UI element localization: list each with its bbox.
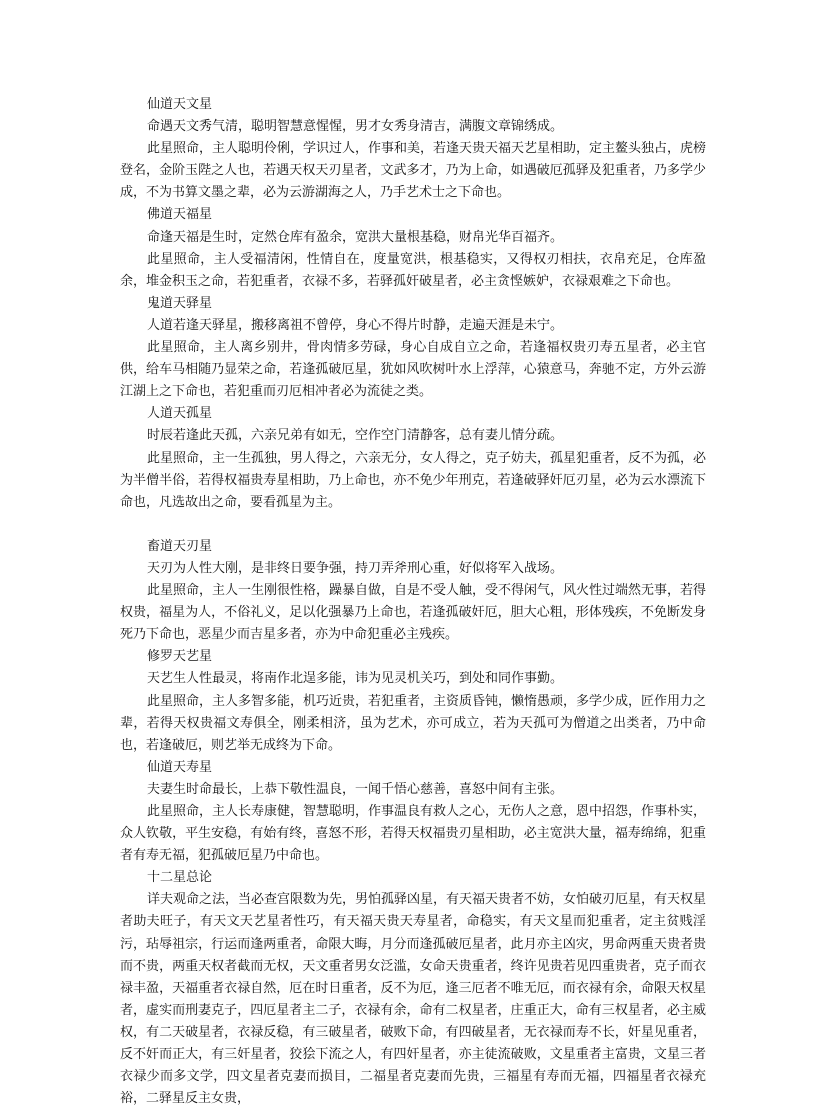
paragraph: 详夫观命之法，当必查宫限数为先，男怕孤驿凶星，有天福天贵者不妨，女怕破刃厄星，有天权星者助夫旺子，有天文天艺星者性巧，有天福天贵天寿星者，命稳实，有天文星而犯重者，定主贫贱淫污，玷辱祖宗，行运而逢两重者，命限大晦，月分而逢孤破厄星者，此月亦主凶灾，男命两重天贵者贵而不贵，两重天权者截而无权，天文重者男女泛滥，女命天贵重者，终许见贵若见四重贵者，克子而衣禄丰盈，天福重者衣禄自然，厄在时日重者，反不为厄，逢三厄者不唯无厄，而衣禄有余，命限天权星者，虚实而刑妻克子，四厄星者主二子，衣禄有余，命有二权星者，庄重正大，命有三权星者，必主威权，有二天破星者，衣禄反稳，有三破星者，破败下命，有四破星者，无衣禄而寿不长，奸星见重者，反不奸而正大，有三奸星者，狡狯下流之人，有四奸星者，亦主徒流破败，文星重者主富贵，文星三者衣禄少而多文学，四文星者克妻而损目，二福星者克妻而先贵，三福星有寿而无福，四福星者衣禄充裕，二驿星反主女贵， [120,892,707,1107]
paragraph: 时辰若逢此天孤，六亲兄弟有如无，空作空门清静客，总有妻儿情分疏。 [147,428,564,444]
paragraph: 命逢天福是生时，定然仓库有盈余，宽洪大量根基稳，财帛光华百福齐。 [147,229,564,245]
paragraph: 此星照命，主人多智多能，机巧近贵，若犯重者，主资质昏钝，懒惰愚顽，多学少成，匠作用力之辈，若得天权贵福文寿俱全，刚柔相济，虽为艺术，亦可成立，若为天孤可为僧道之出类者，乃中命也，若逢破厄，则艺举无成终为下命。 [120,693,707,753]
paragraph: 此星照命，主人一生刚很性格，躁暴自做，自是不受人触，受不得闲气，风火性过端然无事，若得权贵，福星为人，不俗礼义，足以化强暴乃上命也，若逢孤破奸厄，胆大心粗，形体残疾，不免断发身死乃下命也，恶星少而吉星多者，亦为中命犯重必主残疾。 [120,583,707,643]
blank-line [120,514,706,536]
section-heading: 鬼道天驿星 [147,295,213,311]
paragraph: 此星照命，主人受福清闲，性情自在，度量宽洪，根基稳实，又得权刃相扶，衣帛充足，仓库盈余，堆金积玉之命，若犯重者，衣禄不多，若驿孤奸破星者，必主贪悭嫉妒，衣禄艰难之下命也。 [120,251,706,289]
paragraph: 此星照命，主人离乡别井，骨肉情多劳碌，身心自成自立之命，若逢福权贵刃寿五星者，必主官供，给车马相随乃显荣之命，若逢孤破厄星，犹如风吹树叶水上浮萍，心猿意马，奔驰不定，方外云游江湖上之下命也，若犯重而刃厄相冲者必为流徒之类。 [120,340,706,400]
section-heading: 畜道天刃星 [147,538,213,554]
section-heading: 佛道天福星 [147,207,213,223]
paragraph: 人道若逢天驿星，搬移离祖不曾停，身心不得片时静，走遍天涯是未宁。 [147,317,564,333]
paragraph: 命遇天文秀气清，聪明智慧意惺惺，男才女秀身清吉，满腹文章锦绣成。 [147,119,564,135]
section-heading: 仙道天文星 [147,97,213,112]
section-heading: 人道天孤星 [147,406,213,422]
paragraph: 夫妻生时命最长，上恭下敬性温良，一闻千悟心慈善，喜怒中间有主张。 [147,781,564,797]
paragraph: 此星照命，主一生孤独，男人得之，六亲无分，女人得之，克子妨夫，孤星犯重者，反不为孤，必为半僧半俗，若得权福贵寿星相助，乃上命也，亦不免少年刑克，若逢破驿奸厄刃星，必为云水漂流下命也，凡选故出之命，要看孤星为主。 [120,450,707,510]
section-heading: 十二星总论 [147,870,213,886]
section-heading: 仙道天寿星 [147,759,213,775]
section-heading: 修罗天艺星 [147,649,213,665]
paragraph: 天刃为人性大刚，是非终日要争强，持刀弄斧刑心重，好似将军入战场。 [147,560,564,576]
paragraph: 此星照命，主人聪明伶俐，学识过人，作事和美，若逢天贵天福天艺星相助，定主鳌头独占，虎榜登名，金阶玉陛之人也，若遇天权天刃星者，文武多才，乃为上命，如遇破厄孤驿及犯重者，乃多学少成，不为书算文墨之辈，必为云游湖海之人，乃手艺术士之下命也。 [120,141,707,201]
paragraph: 天艺生人性最灵，将南作北逞多能，讳为见灵机关巧，到处和同作事勤。 [147,671,564,687]
paragraph: 此星照命，主人长寿康健，智慧聪明，作事温良有救人之心，无伤人之意，恩中招怨，作事朴实，众人钦敬，平生安稳，有始有终，喜怒不形，若得天权福贵刃星相助，必主宽洪大量，福寿绵绵，犯重者有寿无福，犯孤破厄星乃中命也。 [120,804,707,864]
